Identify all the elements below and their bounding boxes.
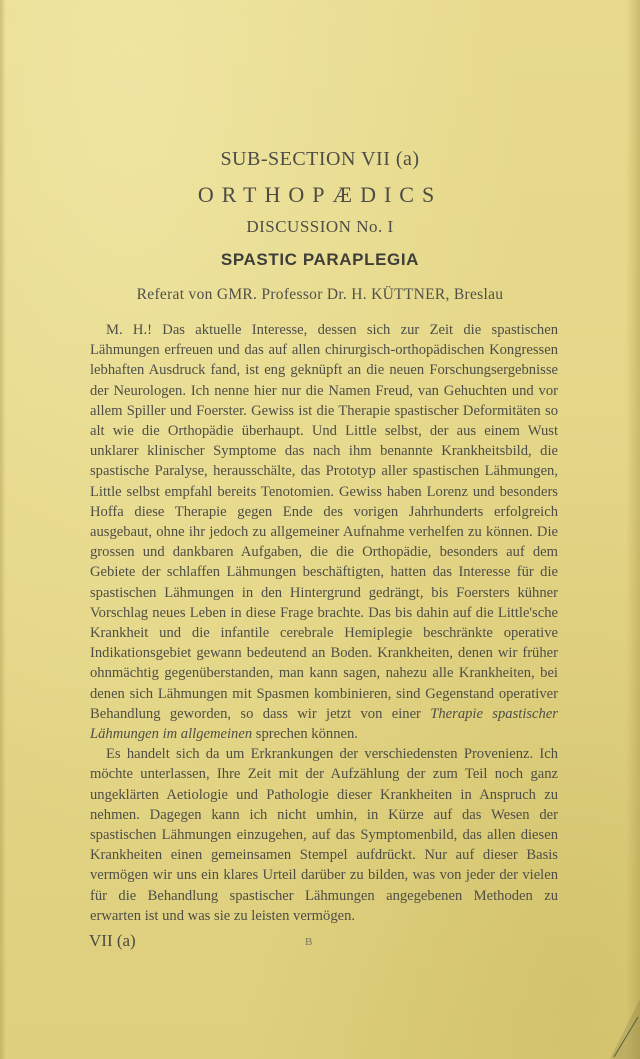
section-heading: ORTHOPÆDICS: [197, 182, 443, 207]
gathering-mark: B: [305, 936, 313, 948]
subsection-heading: SUB-SECTION VII (a): [220, 148, 420, 170]
emphasized-phrase: Therapie spastischer Lähmungen im allgemeinen: [90, 705, 558, 743]
paper-title: SPASTIC PARAPLEGIA: [220, 250, 420, 269]
paragraph-1-end: sprechen können.: [255, 726, 358, 743]
author-line: Referat von GMR. Professor Dr. H. KÜTTNER, Breslau: [136, 286, 504, 303]
page-corner-fold: [604, 999, 640, 1059]
signature-mark: VII (a): [89, 931, 136, 950]
discussion-heading: DISCUSSION No. I: [246, 217, 394, 236]
paragraph-1: [90, 320, 558, 744]
body-text: [90, 320, 558, 926]
paragraph-2: Es handelt sich da um Erkrankungen der verschiedensten Provenienz. Ich möchte unterlassen, Ihre Zeit mit der Aufzählung der zum Teil noch ganz ungeklärten Aetiologie und Pathologie dieser Krankheiten in Anspruch zu nehmen. Dagegen kann ich nicht umhin, in Kürze auf das Wesen der spastischen Lähmungen einzugehen, auf das Symptomenbild, das allen diesen Krankheiten einen gemeinsamen Stempel aufdrückt. Nur auf dieser Basis vermögen wir uns ein klares Urteil darüber zu bilden, was von jeder der vielen für die Behandlung spastischer Lähmungen angegebenen Methoden zu erwarten ist und was sie zu leisten vermögen.: [90, 746, 558, 924]
paragraph-1-text: M. H.! Das aktuelle Interesse, dessen sich zur Zeit die spastischen Lähmungen erfreuen und das auf allen chirurgisch-orthopädischen Kongressen lebhaften Ausdruck fand, ist eng geknüpft an die neuen Forschungsergebnisse der Neurologen. Ich nenne hier nur die Namen Freud, van Gehuchten und vor allem Spiller und Foerster. Gewiss ist die Therapie spastischer Deformitäten so alt wie die Orthopädie überhaupt. Und Little selbst, der aus einem Wust unklarer klinischer Symptome das nach ihm benannte Krankheitsbild, die spastische Paralyse, herausschälte, das Prototyp aller spastischen Lähmungen, Little selbst empfahl bereits Tenotomien. Gewiss haben Lorenz und besonders Hoffa diese Therapie gegen Ende des vorigen Jahrhunderts erfolgreich ausgebaut, ohne ihr jedoch zu allgemeiner Aufnahme verhelfen zu können. Die grossen und dankbaren Aufgaben, die die Orthopädie, besonders auf dem Gebiete der schlaffen Lähmungen beschäftigten, hatten das Interesse für die spastischen Lähmungen in den Hintergrund gedrängt, bis Foersters kühner Vorschlag neues Leben in diese Frage brachte. Das bis dahin auf die Little'sche Krankheit und die infantile cerebrale Hemiplegie beschränkte operative Indikationsgebiet gewann bedeutend an Boden. Krankheiten, denen wir früher ohnmächtig gegenüberstanden, man kann sagen, nahezu alle Krankheiten, bei denen sich Lähmungen mit Spasmen kombinieren, sind Gegenstand operativer Behandlung geworden, so dass wir jetzt von einer: [90, 322, 558, 722]
